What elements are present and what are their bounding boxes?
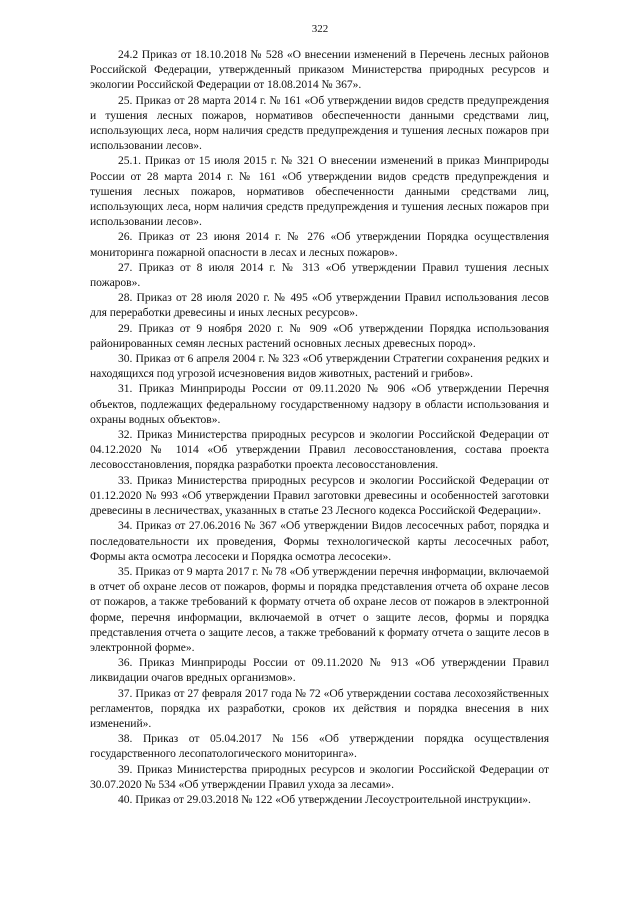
list-item: 35. Приказ от 9 марта 2017 г. № 78 «Об утверждении перечня информации, включаемой в отчет об охране лесов от пожаров, формы и порядка представления отчета об охране лесов от пожаров, а также требований к формату отчета об охране лесов от пожаров в электронной форме, перечня информации, включаемой в отчет о защите лесов, формы и порядка представления отчета о защите лесов, а также требований к формату отчета о защите лесов в электронной форме». [90,564,549,654]
list-item: 25. Приказ от 28 марта 2014 г. № 161 «Об утверждении видов средств предупреждения и тушения лесных пожаров, нормативов обеспеченности данными средствами лиц, использующих леса, норм наличия средств предупреждения и тушения лесных пожаров при использовании лесов». [90,93,549,153]
list-item: 24.2 Приказ от 18.10.2018 № 528 «О внесении изменений в Перечень лесных районов Российской Федерации, утвержденный приказом Министерства природных ресурсов и экологии Российской Федерации от 18.08.2014 № 367». [90,48,549,92]
list-item: 32. Приказ Министерства природных ресурсов и экологии Российской Федерации от 04.12.2020 № 1014 «Об утверждении Правил лесовосстановления, состава проекта лесовосстановления, порядка разработки проекта лесовосстановления. [90,428,549,472]
list-item: 36. Приказ Минприроды России от 09.11.2020 № 913 «Об утверждении Правил ликвидации очагов вредных организмов». [90,656,549,685]
list-item: 29. Приказ от 9 ноября 2020 г. № 909 «Об утверждении Порядка использования районированных семян лесных растений основных лесных древесных пород». [90,321,549,350]
list-item: 31. Приказ Минприроды России от 09.11.2020 № 906 «Об утверждении Перечня объектов, подлежащих федеральному государственному надзору в области использования и охраны водных объектов». [90,382,549,426]
list-item: 25.1. Приказ от 15 июля 2015 г. № 321 О внесении изменений в приказ Минприроды России от 28 марта 2014 г. № 161 «Об утверждении видов средств предупреждения и тушения лесных пожаров, нормативов обеспеченности данными средствами лиц, использующих леса, норм наличия средств предупреждения и тушения лесных пожаров при использовании лесов». [90,154,549,229]
list-item: 33. Приказ Министерства природных ресурсов и экологии Российской Федерации от 01.12.2020 № 993 «Об утверждении Правил заготовки древесины и особенностей заготовки древесины в лесничествах, указанных в статье 23 Лесного кодекса Российской Федерации». [90,473,549,518]
list-item: 26. Приказ от 23 июня 2014 г. № 276 «Об утверждении Порядка осуществления мониторинга пожарной опасности в лесах и лесных пожаров». [90,230,549,259]
document-body [90,47,549,807]
list-item: 28. Приказ от 28 июля 2020 г. № 495 «Об утверждении Правил использования лесов для переработки древесины и иных лесных ресурсов». [90,291,549,320]
list-item: 30. Приказ от 6 апреля 2004 г. № 323 «Об утверждении Стратегии сохранения редких и находящихся под угрозой исчезновения видов животных, растений и грибов». [90,352,549,381]
list-item: 40. Приказ от 29.03.2018 № 122 «Об утверждении Лесоустроительной инструкции». [118,792,531,806]
list-item: 38. Приказ от 05.04.2017 №156 «Об утверждении порядка осуществления государственного лесопатологического мониторинга». [90,732,549,761]
list-item: 34. Приказ от 27.06.2016 № 367 «Об утверждении Видов лесосечных работ, порядка и последовательности их проведения, Формы технологической карты лесосечных работ, Формы акта осмотра лесосеки и Порядка осмотра лесосеки». [90,519,549,563]
list-item: 39. Приказ Министерства природных ресурсов и экологии Российской Федерации от 30.07.2020 № 534 «Об утверждении Правил ухода за лесами». [90,762,549,791]
page-number: 322 [311,23,329,35]
list-item: 37. Приказ от 27 февраля 2017 года № 72 «Об утверждении состава лесохозяйственных регламентов, порядка их разработки, сроков их действия и порядка внесения в них изменений». [90,686,549,730]
list-item: 27. Приказ от 8 июля 2014 г. № 313 «Об утверждении Правил тушения лесных пожаров». [90,260,549,290]
